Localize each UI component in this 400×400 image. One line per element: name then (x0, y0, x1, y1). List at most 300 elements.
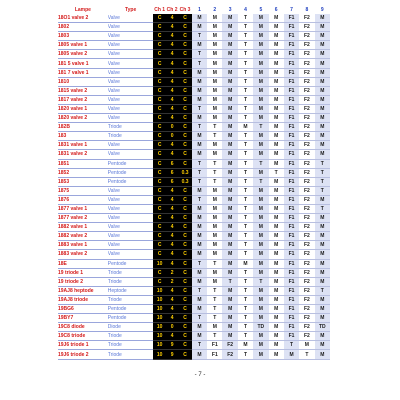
table-row (58, 95, 330, 104)
channel-2-value: 0 (166, 323, 178, 332)
pin-9-value: M (315, 86, 330, 95)
pin-4-value: T (238, 23, 253, 32)
lamp-type: Valve (108, 32, 154, 41)
pin-5-value: M (253, 32, 268, 41)
pin-9-value: M (315, 50, 330, 59)
pin-1-value: M (192, 350, 207, 359)
pin-8-value: F2 (299, 68, 314, 77)
pin-3-value: M (222, 95, 237, 104)
lamp-type: Valve (108, 250, 154, 259)
pin-1-value: M (192, 68, 207, 77)
pin-7-value: T (284, 341, 299, 350)
pin-8-value: F2 (299, 159, 314, 168)
channel-2-value: 2 (166, 268, 178, 277)
pin-6-value: M (269, 186, 284, 195)
pin-7-value: F1 (284, 314, 299, 323)
pin-2-value: T (207, 305, 222, 314)
channel-2-value: 4 (166, 186, 178, 195)
channel-1-value: C (153, 50, 165, 59)
pin-5-value: M (253, 214, 268, 223)
channel-1-value: C (153, 214, 165, 223)
pin-8-value: F2 (299, 123, 314, 132)
pin-2-value: T (207, 286, 222, 295)
channel-1-value: 10 (153, 332, 165, 341)
pin-5-value: M (253, 295, 268, 304)
pin-7-value: F1 (284, 223, 299, 232)
pin-7-value: F1 (284, 168, 299, 177)
table-row (58, 14, 330, 23)
pin-7-value: F1 (284, 305, 299, 314)
table-row (58, 32, 330, 41)
channel-3-value: C (178, 332, 191, 341)
channel-3-value: C (178, 132, 191, 141)
pin-1-value: M (192, 23, 207, 32)
pin-1-value: T (192, 104, 207, 113)
lamp-type: Valve (108, 104, 154, 113)
channel-3-value: C (178, 123, 191, 132)
channel-3-value: C (178, 195, 191, 204)
pin-3-value: M (222, 50, 237, 59)
pin-7-value: F1 (284, 177, 299, 186)
lamp-name: 19J6 triode 2 (58, 350, 108, 359)
pin-3-value: M (222, 305, 237, 314)
pin-4-value: M (238, 123, 253, 132)
channel-1-value: C (153, 141, 165, 150)
pin-5-value: M (253, 305, 268, 314)
pin-3-value: M (222, 77, 237, 86)
pin-6-value: M (269, 259, 284, 268)
header-pin-5: 5 (259, 7, 263, 13)
pin-5-value: M (253, 250, 268, 259)
pin-5-value: M (253, 232, 268, 241)
channel-2-value: 4 (166, 223, 178, 232)
channel-1-value: C (153, 123, 165, 132)
pin-4-value: T (238, 168, 253, 177)
lamp-name: 1817 valve 2 (58, 95, 108, 104)
lamp-type: Valve (108, 232, 154, 241)
pin-2-value: M (207, 104, 222, 113)
channel-2-value: 4 (166, 314, 178, 323)
pin-3-value: F2 (222, 350, 237, 359)
pin-2-value: M (207, 186, 222, 195)
channel-2-value: 4 (166, 50, 178, 59)
lamp-name: 1883 valve 1 (58, 241, 108, 250)
pin-7-value: F1 (284, 195, 299, 204)
table-row (58, 350, 330, 359)
pin-5-value: M (253, 68, 268, 77)
pin-9-value: M (315, 250, 330, 259)
lamp-type: Valve (108, 86, 154, 95)
table-row (58, 177, 330, 186)
pin-6-value: M (269, 95, 284, 104)
pin-7-value: F1 (284, 77, 299, 86)
pin-6-value: M (269, 250, 284, 259)
lamp-name: 19 triode 1 (58, 268, 108, 277)
pin-3-value: M (222, 250, 237, 259)
lamp-name: 1810 (58, 77, 108, 86)
pin-9-value: M (315, 341, 330, 350)
lamp-type: Triode (108, 268, 154, 277)
pin-7-value: F1 (284, 332, 299, 341)
pin-3-value: M (222, 59, 237, 68)
pin-3-value: M (222, 332, 237, 341)
channel-1-value: C (153, 68, 165, 77)
pin-7-value: F1 (284, 95, 299, 104)
pin-4-value: T (238, 277, 253, 286)
channel-1-value: C (153, 186, 165, 195)
lamp-table (58, 6, 330, 360)
table-row (58, 250, 330, 259)
lamp-type: Valve (108, 41, 154, 50)
pin-1-value: M (192, 41, 207, 50)
pin-2-value: T (207, 123, 222, 132)
pin-7-value: F1 (284, 114, 299, 123)
pin-7-value: F1 (284, 68, 299, 77)
lamp-name: 1883 valve 2 (58, 250, 108, 259)
channel-1-value: C (153, 77, 165, 86)
pin-5-value: M (253, 268, 268, 277)
pin-4-value: T (238, 214, 253, 223)
pin-6-value: M (269, 14, 284, 23)
pin-2-value: T (207, 259, 222, 268)
channel-2-value: 6 (166, 177, 178, 186)
pin-8-value: F2 (299, 268, 314, 277)
channel-2-value: 4 (166, 295, 178, 304)
channel-2-value: 4 (166, 150, 178, 159)
lamp-type: Pentode (108, 259, 154, 268)
pin-5-value: M (253, 259, 268, 268)
pin-8-value: F2 (299, 332, 314, 341)
pin-3-value: M (222, 23, 237, 32)
pin-4-value: T (238, 132, 253, 141)
table-row (58, 77, 330, 86)
pin-2-value: M (207, 214, 222, 223)
pin-6-value: M (269, 332, 284, 341)
pin-4-value: T (238, 77, 253, 86)
pin-1-value: T (192, 341, 207, 350)
pin-9-value: M (315, 232, 330, 241)
lamp-type: Triode (108, 332, 154, 341)
pin-5-value: M (253, 350, 268, 359)
lamp-name: 19AJ8 triode (58, 295, 108, 304)
lamp-name: 1852 (58, 168, 108, 177)
pin-7-value: F1 (284, 214, 299, 223)
pin-1-value: M (192, 14, 207, 23)
channel-2-value: 4 (166, 250, 178, 259)
channel-2-value: 4 (166, 59, 178, 68)
channel-3-value: C (178, 186, 191, 195)
pin-2-value: M (207, 241, 222, 250)
channel-1-value: C (153, 159, 165, 168)
pin-6-value: M (269, 68, 284, 77)
pin-2-value: M (207, 95, 222, 104)
pin-8-value: F2 (299, 150, 314, 159)
pin-7-value: F1 (284, 250, 299, 259)
pin-1-value: M (192, 268, 207, 277)
pin-4-value: T (238, 241, 253, 250)
pin-9-value: M (315, 195, 330, 204)
pin-1-value: M (192, 86, 207, 95)
channel-1-value: C (153, 114, 165, 123)
lamp-type: Pentode (108, 177, 154, 186)
table-row (58, 295, 330, 304)
pin-3-value: M (222, 314, 237, 323)
lamp-type: Valve (108, 141, 154, 150)
channel-1-value: C (153, 168, 165, 177)
channel-2-value: 4 (166, 204, 178, 213)
pin-4-value: T (238, 14, 253, 23)
pin-4-value: T (238, 159, 253, 168)
pin-8-value: F2 (299, 195, 314, 204)
pin-7-value: M (284, 350, 299, 359)
pin-8-value: F2 (299, 104, 314, 113)
pin-4-value: T (238, 232, 253, 241)
channel-3-value: C (178, 250, 191, 259)
pin-9-value: T (315, 204, 330, 213)
lamp-name: 1831 valve 1 (58, 141, 108, 150)
lamp-type: Triode (108, 350, 154, 359)
lamp-type: Valve (108, 14, 154, 23)
channel-3-value: C (178, 286, 191, 295)
pin-9-value: T (315, 168, 330, 177)
header-row (58, 6, 330, 14)
pin-6-value: M (269, 114, 284, 123)
table-row (58, 50, 330, 59)
pin-3-value: M (222, 132, 237, 141)
pin-1-value: M (192, 132, 207, 141)
channel-2-value: 0 (166, 123, 178, 132)
channel-1-value: C (153, 195, 165, 204)
pin-9-value: M (315, 314, 330, 323)
pin-8-value: F2 (299, 186, 314, 195)
channel-2-value: 6 (166, 159, 178, 168)
pin-4-value: T (238, 305, 253, 314)
channel-1-value: C (153, 232, 165, 241)
channel-1-value: C (153, 177, 165, 186)
pin-2-value: M (207, 323, 222, 332)
channel-3-value: C (178, 68, 191, 77)
channel-2-value: 4 (166, 195, 178, 204)
channel-3-value: C (178, 95, 191, 104)
pin-6-value: M (269, 232, 284, 241)
lamp-type: Triode (108, 123, 154, 132)
pin-8-value: F2 (299, 50, 314, 59)
pin-7-value: F1 (284, 59, 299, 68)
pin-8-value: F2 (299, 223, 314, 232)
pin-4-value: T (238, 186, 253, 195)
table-row (58, 241, 330, 250)
pin-1-value: T (192, 159, 207, 168)
table-row (58, 323, 330, 332)
pin-1-value: T (192, 59, 207, 68)
lamp-name: 1820 valve 2 (58, 114, 108, 123)
pin-8-value: F2 (299, 14, 314, 23)
pin-2-value: T (207, 159, 222, 168)
lamp-name: 19BG6 (58, 305, 108, 314)
pin-5-value: M (253, 114, 268, 123)
pin-1-value: M (192, 250, 207, 259)
pin-5-value: T (253, 277, 268, 286)
lamp-name: 1851 (58, 159, 108, 168)
pin-1-value: T (192, 314, 207, 323)
channel-2-value: 4 (166, 95, 178, 104)
channel-1-value: C (153, 150, 165, 159)
pin-2-value: F1 (207, 350, 222, 359)
header-ch3: Ch 3 (179, 7, 191, 13)
pin-6-value: M (269, 104, 284, 113)
pin-1-value: M (192, 323, 207, 332)
pin-3-value: T (222, 277, 237, 286)
pin-7-value: F1 (284, 32, 299, 41)
channel-3-value: C (178, 41, 191, 50)
table-row (58, 204, 330, 213)
channel-3-value: C (178, 223, 191, 232)
pin-2-value: T (207, 132, 222, 141)
lamp-name: 1853 (58, 177, 108, 186)
header-pin-6: 6 (274, 7, 278, 13)
pin-4-value: T (238, 223, 253, 232)
channel-3-value: C (178, 204, 191, 213)
pin-2-value: M (207, 277, 222, 286)
header-ch1: Ch 1 (154, 7, 166, 13)
lamp-type: Pentode (108, 305, 154, 314)
pin-8-value: F2 (299, 95, 314, 104)
pin-7-value: F1 (284, 286, 299, 295)
pin-5-value: M (253, 341, 268, 350)
channel-2-value: 4 (166, 232, 178, 241)
pin-2-value: T (207, 332, 222, 341)
channel-1-value: C (153, 132, 165, 141)
pin-3-value: M (222, 295, 237, 304)
lamp-name: 19C8 triode (58, 332, 108, 341)
pin-9-value: M (315, 32, 330, 41)
pin-7-value: F1 (284, 295, 299, 304)
pin-4-value: T (238, 41, 253, 50)
pin-1-value: M (192, 186, 207, 195)
table-row (58, 305, 330, 314)
pin-4-value: T (238, 114, 253, 123)
pin-7-value: F1 (284, 268, 299, 277)
lamp-name: 1877 valve 2 (58, 214, 108, 223)
channel-2-value: 4 (166, 104, 178, 113)
pin-9-value: M (315, 223, 330, 232)
pin-2-value: M (207, 77, 222, 86)
pin-7-value: F1 (284, 232, 299, 241)
pin-1-value: T (192, 286, 207, 295)
pin-6-value: M (269, 341, 284, 350)
table-row (58, 159, 330, 168)
channel-3-value: C (178, 86, 191, 95)
lamp-name: 1802 (58, 23, 108, 32)
pin-9-value: M (315, 150, 330, 159)
pin-8-value: F2 (299, 132, 314, 141)
pin-1-value: T (192, 32, 207, 41)
pin-3-value: M (222, 104, 237, 113)
pin-8-value: F2 (299, 286, 314, 295)
lamp-type: Valve (108, 223, 154, 232)
channel-3-value: C (178, 77, 191, 86)
pin-6-value: M (269, 159, 284, 168)
pin-5-value: T (253, 123, 268, 132)
pin-9-value: M (315, 23, 330, 32)
pin-3-value: M (222, 41, 237, 50)
pin-3-value: M (222, 223, 237, 232)
pin-5-value: M (253, 86, 268, 95)
pin-6-value: M (269, 295, 284, 304)
pin-1-value: M (192, 77, 207, 86)
channel-2-value: 4 (166, 14, 178, 23)
lamp-name: 182B (58, 123, 108, 132)
pin-4-value: T (238, 68, 253, 77)
channel-1-value: 10 (153, 295, 165, 304)
header-pin-4: 4 (244, 7, 247, 13)
table-row (58, 59, 330, 68)
channel-2-value: 9 (166, 350, 178, 359)
pin-2-value: M (207, 114, 222, 123)
pin-9-value: M (315, 241, 330, 250)
table-row (58, 86, 330, 95)
channel-2-value: 4 (166, 259, 178, 268)
table-row (58, 232, 330, 241)
lamp-type: Valve (108, 77, 154, 86)
pin-8-value: F2 (299, 32, 314, 41)
channel-3-value: C (178, 104, 191, 113)
channel-1-value: 10 (153, 286, 165, 295)
pin-4-value: T (238, 286, 253, 295)
lamp-name: 1803 (58, 32, 108, 41)
pin-5-value: M (253, 186, 268, 195)
pin-3-value: M (222, 214, 237, 223)
pin-8-value: F2 (299, 259, 314, 268)
table-row (58, 341, 330, 350)
pin-4-value: T (238, 295, 253, 304)
pin-3-value: F2 (222, 341, 237, 350)
pin-3-value: M (222, 14, 237, 23)
page-number: - 7 - (194, 372, 206, 378)
pin-5-value: M (253, 150, 268, 159)
pin-1-value: M (192, 114, 207, 123)
pin-2-value: M (207, 86, 222, 95)
channel-2-value: 4 (166, 68, 178, 77)
pin-6-value: M (269, 123, 284, 132)
pin-9-value: T (315, 186, 330, 195)
pin-5-value: M (253, 314, 268, 323)
pin-9-value: M (315, 59, 330, 68)
lamp-type: Valve (108, 23, 154, 32)
lamp-type: Pentode (108, 168, 154, 177)
pin-3-value: M (222, 241, 237, 250)
pin-5-value: M (253, 95, 268, 104)
channel-1-value: C (153, 32, 165, 41)
pin-8-value: T (299, 350, 314, 359)
channel-1-value: 10 (153, 323, 165, 332)
pin-6-value: M (269, 32, 284, 41)
pin-9-value: M (315, 305, 330, 314)
channel-1-value: C (153, 41, 165, 50)
pin-3-value: M (222, 177, 237, 186)
pin-8-value: F2 (299, 23, 314, 32)
table-row (58, 23, 330, 32)
lamp-type: Valve (108, 95, 154, 104)
lamp-name: 181 5 valve 1 (58, 59, 108, 68)
pin-4-value: T (238, 332, 253, 341)
lamp-name: 1805 valve 1 (58, 41, 108, 50)
header-lampe: Lampe (74, 7, 91, 13)
pin-8-value: F2 (299, 77, 314, 86)
pin-2-value: T (207, 295, 222, 304)
lamp-name: 18E (58, 259, 108, 268)
pin-4-value: M (238, 259, 253, 268)
